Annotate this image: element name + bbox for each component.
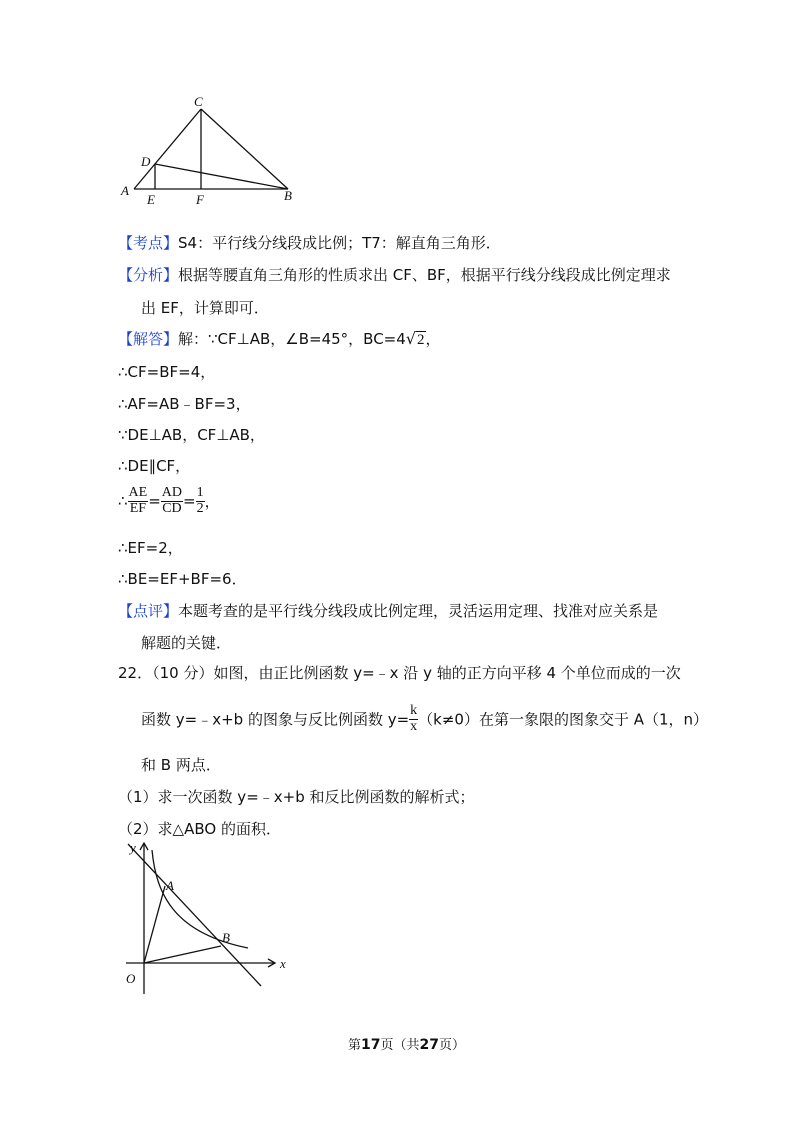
step-line: ∴EF=2， [118,539,183,557]
fraction-ae-ef [128,486,149,516]
ratio-suffix: ， [204,492,220,511]
q22-line1: 22．（10 分）如图，由正比例函数 y=﹣x 沿 y 轴的正方向平移 4 个单位而成的一次 [118,664,681,682]
page-footer [348,1034,465,1053]
fenxi-line1 [118,264,671,285]
footer-mid: 页（共 [380,1038,420,1053]
jieda-suffix: ， [425,330,441,348]
step-line: ∴DE∥CF， [118,457,191,475]
q22-line2-post: （k≠0）在第一象限的图象交于 A（1，n） [418,710,709,729]
label-c: C [194,94,203,109]
label-b: B [284,188,292,203]
jieda-tag: 【解答】 [118,330,179,348]
segment-db [155,164,288,189]
frac-denominator: CD [162,500,182,516]
label-e: E [147,192,155,207]
label-d: D [141,154,151,169]
step-line: ∴BE=EF+BF=6． [118,570,247,588]
fraction-ad-cd [161,486,183,516]
fenxi-tag: 【分析】 [118,266,179,284]
sqrt-radicand: 2 [417,332,425,348]
dianping-tag: 【点评】 [118,602,179,620]
equals-sign: = [183,492,196,511]
frac-numerator: AE [128,485,148,500]
dianping-text1: 本题考查的是平行线分线段成比例定理，灵活运用定理、找准对应关系是 [178,602,659,620]
frac-numerator: k [410,703,418,718]
q22-sub2: （2）求△ABO 的面积． [118,820,281,838]
sqrt-expression [406,329,426,349]
q22-line2 [141,704,708,734]
label-b: B [222,930,230,945]
fenxi-line2: 出 EF，计算即可． [141,299,269,317]
jieda-text: 解：∵CF⊥AB，∠B=45°，BC=4 [178,330,406,348]
segment-ob [144,946,221,963]
therefore-symbol: ∴ [118,492,128,511]
frac-numerator: AD [161,485,183,500]
segment-oa [144,886,165,963]
frac-denominator: x [410,718,418,734]
equals-sign: = [148,492,161,511]
kaodian-line [118,232,501,253]
segment-ac [134,109,201,189]
label-a: A [121,183,129,198]
jieda-line [118,328,441,349]
graph-figure [118,838,298,998]
label-o: O [126,971,136,986]
kaodian-text: S4：平行线分线段成比例；T7：解直角三角形． [178,234,501,252]
linear-function-line [128,844,261,986]
footer-page-number: 17 [361,1037,381,1053]
frac-numerator: 1 [196,485,204,500]
fraction-k-over-x [409,704,418,734]
dianping-line2: 解题的关键． [141,634,232,652]
q22-line3: 和 B 两点． [141,756,221,774]
dianping-line1 [118,600,658,621]
fraction-one-half [196,486,205,516]
radical-sign: √ [405,329,416,348]
frac-denominator: 2 [196,500,204,516]
label-f: F [196,192,204,207]
step-line: ∴AF=AB﹣BF=3， [118,395,251,413]
kaodian-tag: 【考点】 [118,234,179,252]
q22-line2-pre: 函数 y=﹣x+b 的图象与反比例函数 y= [141,710,410,729]
segment-bc [201,109,288,189]
step-line: ∵DE⊥AB，CF⊥AB， [118,426,265,444]
frac-denominator: EF [129,500,147,516]
footer-post: 页） [439,1038,466,1053]
footer-total-pages: 27 [419,1037,439,1053]
inverse-proportion-curve [152,850,248,948]
label-a: A [166,878,174,893]
step-line: ∴CF=BF=4， [118,363,216,381]
triangle-figure [118,92,298,207]
fenxi-text1: 根据等腰直角三角形的性质求出 CF、BF，根据平行线分线段成比例定理求 [178,266,671,284]
label-y: y [130,840,136,855]
q22-sub1: （1）求一次函数 y=﹣x+b 和反比例函数的解析式； [118,788,475,806]
label-x: x [280,956,286,971]
footer-pre: 第 [348,1038,362,1053]
ratio-line [118,486,220,516]
